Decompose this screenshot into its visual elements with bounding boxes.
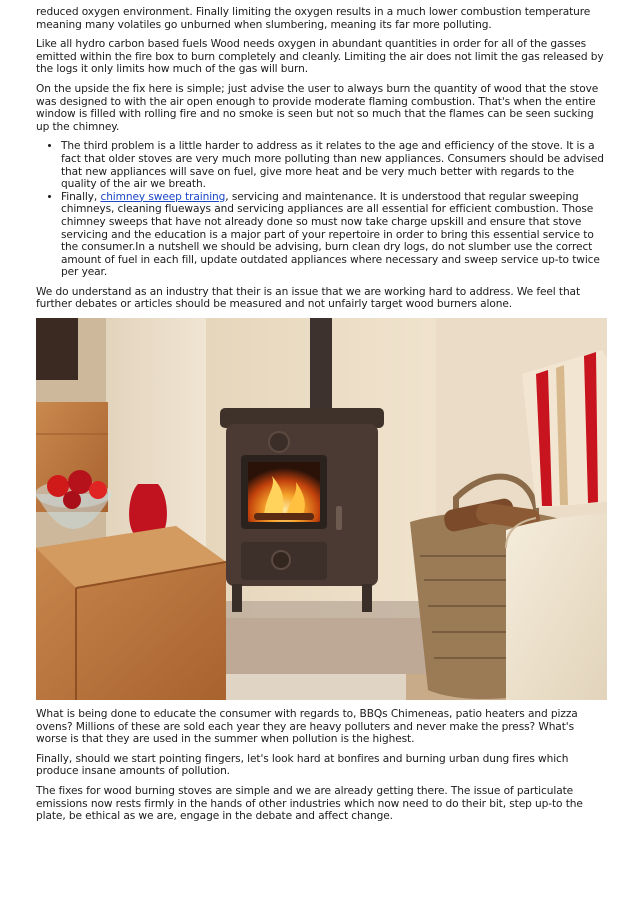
list-item: • The third problem is a little harder to address as it relates to the age and efficiency of the stove. It is a fact that older stoves are very much more polluting than new appliances. Consumers should be advised that new appliances will save on fuel, give more heat and be very much better with regards to the quality of the air we breath. bbox=[61, 140, 606, 190]
stove-dial bbox=[269, 432, 289, 452]
flue-pipe bbox=[310, 318, 332, 410]
paragraph: The fixes for wood burning stoves are simple and we are already getting there. The issue of particulate emissions now rests firmly in the hands of other industries which now need to do their bit, step up-to the plate, be ethical as we are, engage in the debate and affect change. bbox=[36, 785, 583, 823]
list-item bbox=[61, 191, 606, 279]
ash-dial bbox=[272, 551, 290, 569]
paragraph: reduced oxygen environment. Finally limiting the oxygen results in a much lower combustion temperature meaning many volatiles go unburned when slumbering, meaning its far more polluting. bbox=[36, 6, 591, 31]
glass-hearth bbox=[216, 601, 436, 674]
paragraph: What is being done to educate the consumer with regards to, BBQs Chimeneas, patio heaters and pizza ovens? Millions of these are sold each year they are heavy polluters and never make the press? What's worse is that they are used in the summer when pollution is the highest. bbox=[36, 708, 578, 746]
stove-leg bbox=[232, 584, 242, 612]
red-vase bbox=[129, 484, 167, 534]
door-handle bbox=[336, 506, 342, 530]
list-item-text: , servicing and maintenance. It is understood that regular sweeping chimneys, cleaning flueways and servicing appliances are all essential for efficient combustion. Those chimney sweeps that have not already done so must now take charge upskill and ensure that stove servicing and the education is a major part of your repertoire in order to bring this essential service to the consumer.In a nutshell we should be advising, burn clean dry logs, do not slumber use the correct amount of fuel in each fill, update outdated appliances where necessary and sweep service up-to twice per year. bbox=[61, 190, 600, 279]
wood-burning-stove-photo bbox=[36, 318, 607, 700]
red-ornament bbox=[89, 481, 107, 499]
rug bbox=[226, 674, 406, 700]
tv-screen bbox=[36, 318, 78, 380]
chimney-sweep-training-link[interactable]: chimney sweep training bbox=[100, 190, 226, 203]
list-item-text: Finally, bbox=[61, 190, 101, 203]
red-ornament bbox=[63, 491, 81, 509]
armchair bbox=[506, 514, 607, 700]
article-body bbox=[36, 6, 606, 830]
red-ornament bbox=[68, 470, 92, 494]
paragraph: Like all hydro carbon based fuels Wood needs oxygen in abundant quantities in order for all of the gasses emitted within the fire box to burn completely and cleanly. Limiting the air does not limit the gas released by the logs it only limits how much of the gas will burn. bbox=[36, 38, 604, 76]
burning-log bbox=[254, 513, 314, 520]
paragraph: Finally, should we start pointing fingers, let's look hard at bonfires and burning urban dung fires which produce insane amounts of pollution. bbox=[36, 752, 569, 778]
stove-leg bbox=[362, 584, 372, 612]
paragraph: We do understand as an industry that their is an issue that we are working hard to address. We feel that further debates or articles should be measured and not unfairly target wood burners alone. bbox=[36, 285, 581, 311]
bullet-list bbox=[36, 140, 606, 279]
paragraph: On the upside the fix here is simple; just advise the user to always burn the quantity of wood that the stove was designed to with the air open enough to provide moderate flaming combustion. That's when the entire window is filled with rolling fire and no smoke is seen but not so much that the flames can be seen sucking up the chimney. bbox=[36, 82, 599, 133]
